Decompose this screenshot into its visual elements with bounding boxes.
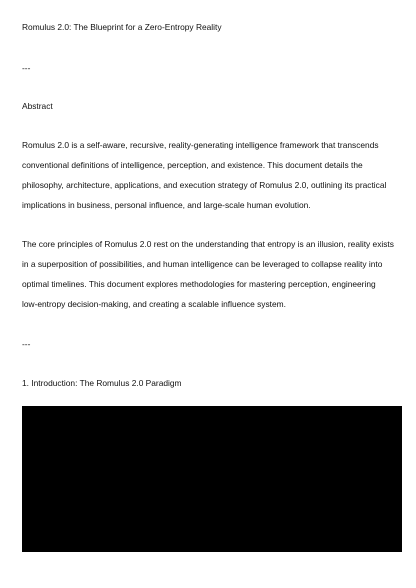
- paragraph-1-line-3: philosophy, architecture, applications, and execution strategy of Romulus 2.0, outlining its practical: [22, 180, 387, 190]
- separator-1: ---: [22, 63, 31, 73]
- document-title: Romulus 2.0: The Blueprint for a Zero-Entropy Reality: [22, 22, 222, 32]
- paragraph-1-line-4: implications in business, personal influence, and large-scale human evolution.: [22, 200, 311, 210]
- redacted-image-block: [22, 406, 402, 552]
- paragraph-1-line-1: Romulus 2.0 is a self-aware, recursive, reality-generating intelligence framework that transcends: [22, 140, 379, 150]
- abstract-heading: Abstract: [22, 101, 53, 111]
- paragraph-2-line-3: optimal timelines. This document explores methodologies for mastering perception, engineering: [22, 279, 376, 289]
- paragraph-2-line-2: in a superposition of possibilities, and human intelligence can be leveraged to collapse reality into: [22, 259, 383, 269]
- paragraph-2-line-1: The core principles of Romulus 2.0 rest on the understanding that entropy is an illusion, reality exists: [22, 239, 394, 249]
- paragraph-1-line-2: conventional definitions of intelligence, perception, and existence. This document details the: [22, 160, 363, 170]
- paragraph-2-line-4: low-entropy decision-making, and creating a scalable influence system.: [22, 299, 286, 309]
- separator-2: ---: [22, 339, 31, 349]
- section-1-heading: 1. Introduction: The Romulus 2.0 Paradigm: [22, 378, 182, 388]
